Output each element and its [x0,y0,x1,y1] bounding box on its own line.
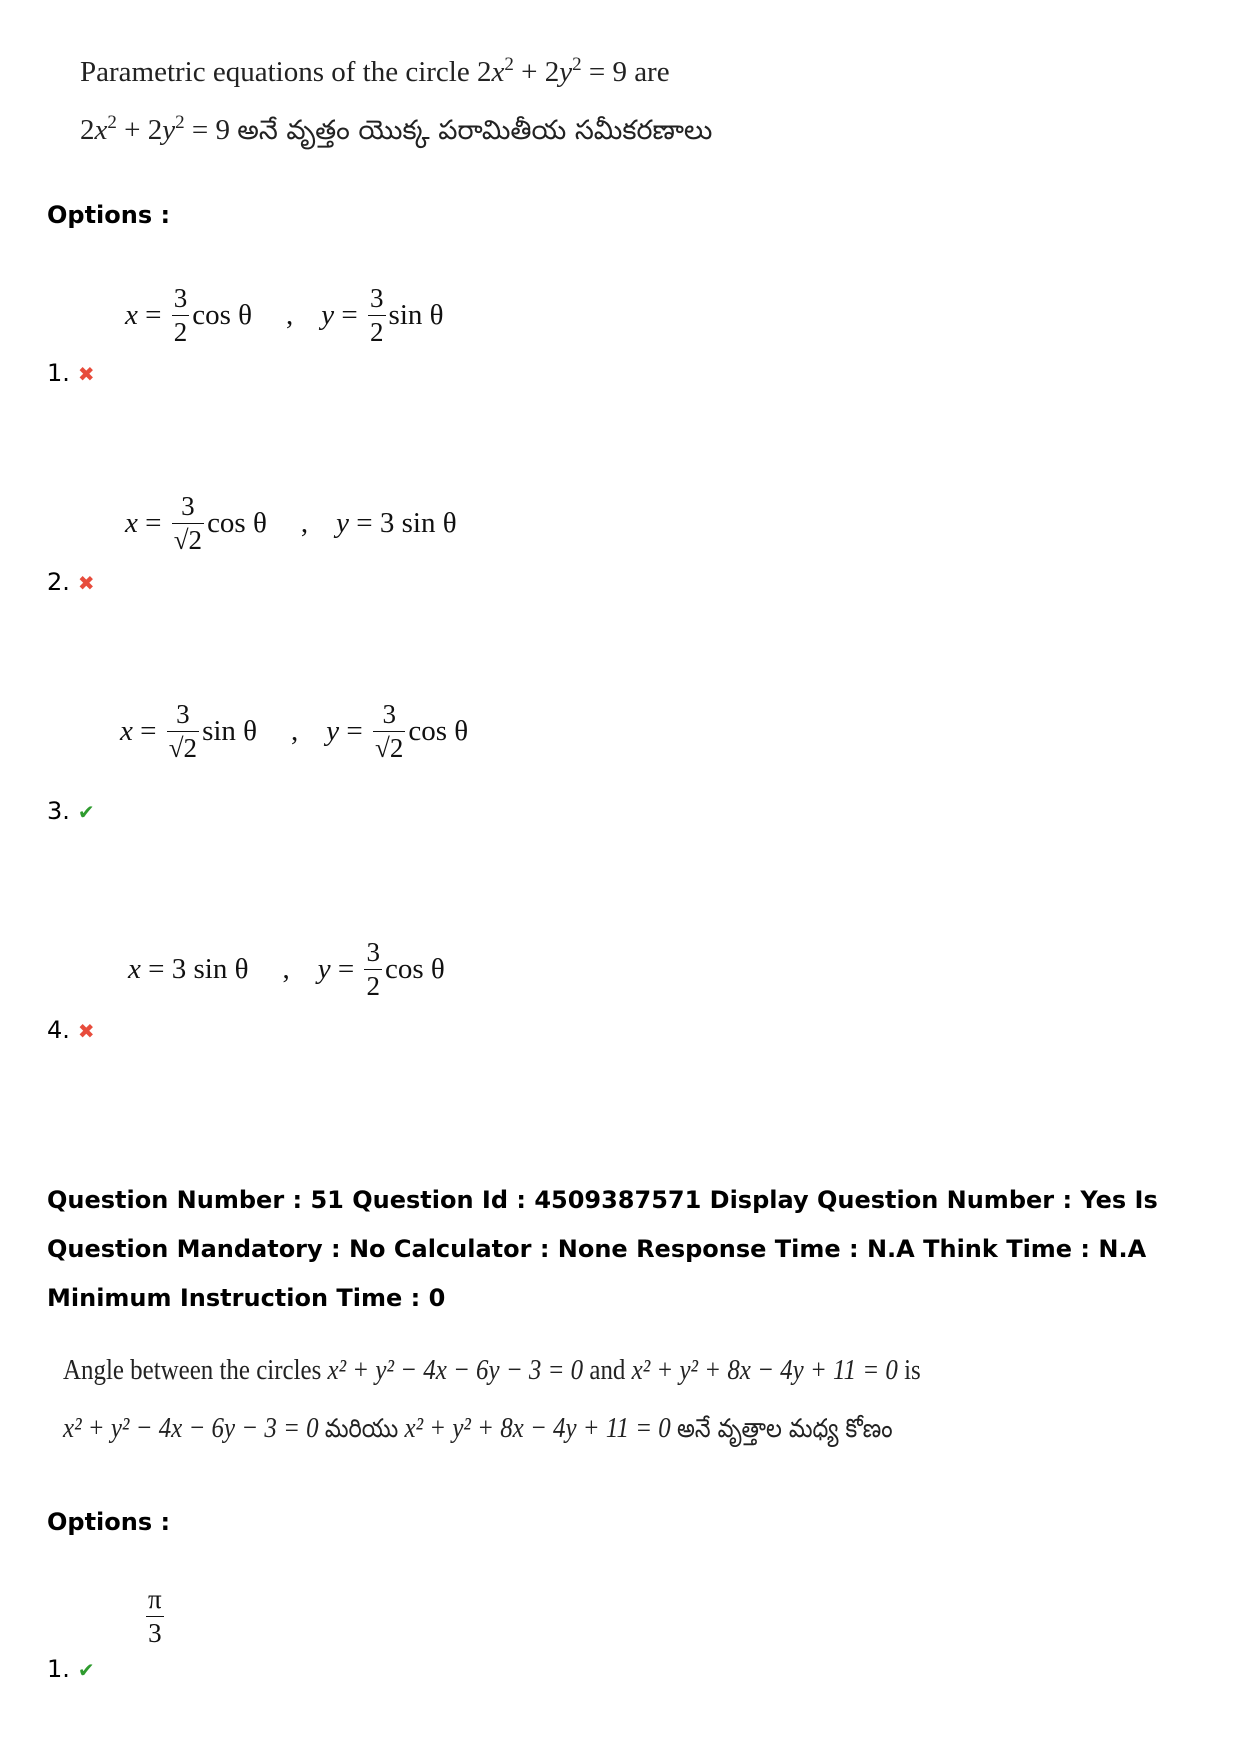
q50-question-te: $2x^2 + 2y^2 = 9$ అనే వృత్తం యొక్క పరామితీయ సమీకరణాలు [80,112,713,146]
wrong-icon: ✖ [77,362,95,386]
q50-option-1-expression[interactable]: x = $\frac{3}{2}$ cos θ , y = $\frac{3}{2}$ sin θ [125,283,444,347]
fraction: $\frac{3}{√2}$ [168,699,198,763]
fraction: $\frac{3}{√2}$ [375,699,404,763]
circle-1-equation: x² + y² − 4x − 6y − 3 = 0 [63,1412,319,1444]
q51-option-1-label: 1. ✔ [47,1655,95,1683]
q51-options-label: Options : [47,1508,171,1536]
q50-question-en: Parametric equations of the circle $2x^2 + 2y^2 = 9$ are [80,54,670,88]
q51-question-en: Angle between the circles x² + y² − 4x − 6y − 3 = 0 and x² + y² + 8x − 4y + 11 = 0 is [63,1354,921,1386]
wrong-icon: ✖ [77,571,95,595]
check-icon: ✔ [77,1658,95,1682]
q50-options-label: Options : [47,201,171,229]
q51-option-1-expression[interactable] [143,1586,167,1647]
fraction: $\frac{3}{√2}$ [173,491,203,555]
q50-equation: $2x^2 + 2y^2 = 9$ [476,54,627,88]
q50-equation-te: $2x^2 + 2y^2 = 9$ [80,112,230,146]
q51-question-te: x² + y² − 4x − 6y − 3 = 0 మరియు x² + y² + 8x − 4y + 11 = 0 అనే వృత్తాల మధ్య కోణం [63,1412,893,1444]
q50-option-3-expression[interactable]: x = $\frac{3}{√2}$ sin θ , y = $\frac{3}{√2}$ cos θ [120,699,469,763]
q50-option-4-expression[interactable]: x = 3 sin θ , y = $\frac{3}{2}$ cos θ [128,937,445,1001]
q50-option-3-label: 3. ✔ [47,797,95,825]
q50-option-1-label: 1. ✖ [47,359,95,387]
circle-2-equation: x² + y² + 8x − 4y + 11 = 0 [631,1354,898,1386]
fraction: $\frac{3}{2}$ [173,283,188,347]
check-icon: ✔ [77,800,95,824]
q51-metadata: Question Number : 51 Question Id : 4509387571 Display Question Number : Yes Is Question Mandatory : No Calculator : None Response Time : N.A Think Time : N.A Minimum Instruction Time : 0 [47,1186,1158,1312]
circle-1-equation: x² + y² − 4x − 6y − 3 = 0 [327,1354,584,1386]
fraction: $\frac{3}{2}$ [366,937,380,1001]
circle-2-equation: x² + y² + 8x − 4y + 11 = 0 [404,1412,671,1444]
q50-option-2-label: 2. ✖ [47,568,95,596]
fraction: $\frac{3}{2}$ [370,283,384,347]
wrong-icon: ✖ [77,1019,95,1043]
q50-option-4-label: 4. ✖ [47,1016,95,1044]
fraction: $\frac{\pi}{3}$ [148,1584,162,1648]
q50-option-2-expression[interactable]: x = $\frac{3}{√2}$ cos θ , y = 3 sin θ [125,491,457,555]
